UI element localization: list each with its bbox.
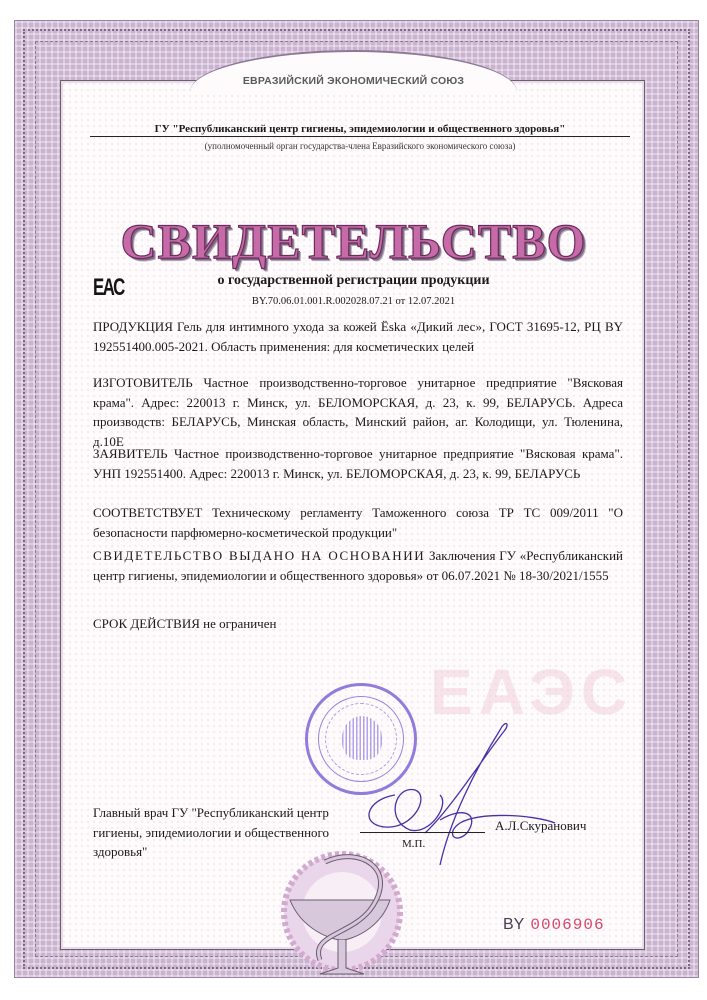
certificate-title: СВИДЕТЕЛЬСТВО — [120, 213, 587, 269]
validity-text: не ограничен — [199, 616, 277, 631]
section-product — [93, 317, 623, 356]
section-validity — [93, 614, 623, 634]
basis-text: Заключения ГУ «Республиканский центр гигиены, эпидемиологии и общественного здоровья» от 06.07.2021 № 18-30/2021/1555 — [93, 548, 623, 583]
section-applicant — [93, 444, 623, 483]
conforms-text: Техническому регламенту Таможенного союза ТР ТС 009/2011 "О безопасности парфюмерно-косметической продукции" — [93, 505, 623, 540]
signer-position: Главный врач ГУ "Республиканский центр гигиены, эпидемиологии и общественного здоровья" — [93, 805, 330, 859]
basis-label: СВИДЕТЕЛЬСТВО ВЫДАНО НА ОСНОВАНИИ — [93, 548, 426, 563]
signature-line — [360, 832, 485, 833]
product-text: Гель для интимного ухода за кожей Ёska «Дикий лес», ГОСТ 31695-12, РЦ BY 192551400.005-2021. Область применения: для косметических целей — [93, 319, 623, 354]
bowl-of-hygieia-icon — [280, 840, 410, 980]
validity-label: СРОК ДЕЙСТВИЯ — [93, 616, 200, 631]
applicant-label: ЗАЯВИТЕЛЬ — [93, 446, 168, 461]
manufacturer-text: Частное производственно-торговое унитарное предприятие "Вясковая крама". Адрес: 220013 г. Минск, ул. БЕЛОМОРСКАЯ, д. 23, к. 99, БЕЛАРУСЬ. Адреса производств: БЕЛАРУСЬ, Минская область, Минский район, аг. Колодищи, ул. Тюленина, д.10Е — [93, 375, 623, 449]
stamp-place-label: М.П. — [402, 838, 426, 850]
section-conforms — [93, 503, 623, 542]
organization-note: (уполномоченный орган государства-члена Евразийского экономического союза) — [204, 141, 516, 151]
conforms-label: СООТВЕТСТВУЕТ — [93, 505, 203, 520]
serial-country-code: BY — [503, 916, 525, 933]
registration-number: BY.70.06.01.001.R.002028.07.21 от 12.07.2021 — [251, 296, 456, 307]
certificate-subtitle: о государственной регистрации продукции — [217, 273, 490, 288]
signer-name: А.Л.Скуранович — [495, 818, 587, 833]
serial-number: 0006906 — [530, 916, 605, 934]
section-basis — [93, 546, 623, 585]
union-name: ЕВРАЗИЙСКИЙ ЭКОНОМИЧЕСКИЙ СОЮЗ — [242, 75, 465, 87]
blank-serial — [503, 916, 605, 934]
issuing-organization: ГУ "Республиканский центр гигиены, эпидемиологии и общественного здоровья" — [90, 123, 630, 137]
section-manufacturer — [93, 373, 623, 451]
eaeu-watermark: ЕАЭС — [430, 656, 634, 728]
product-label: ПРОДУКЦИЯ — [93, 319, 173, 334]
manufacturer-label: ИЗГОТОВИТЕЛЬ — [93, 375, 193, 390]
applicant-text: Частное производственно-торговое унитарное предприятие "Вясковая крама". УНП 192551400. Адрес: 220013 г. Минск, ул. БЕЛОМОРСКАЯ, д. 23, к. 99, БЕЛАРУСЬ — [93, 446, 623, 481]
eac-mark-icon: ЕАС — [93, 274, 124, 301]
